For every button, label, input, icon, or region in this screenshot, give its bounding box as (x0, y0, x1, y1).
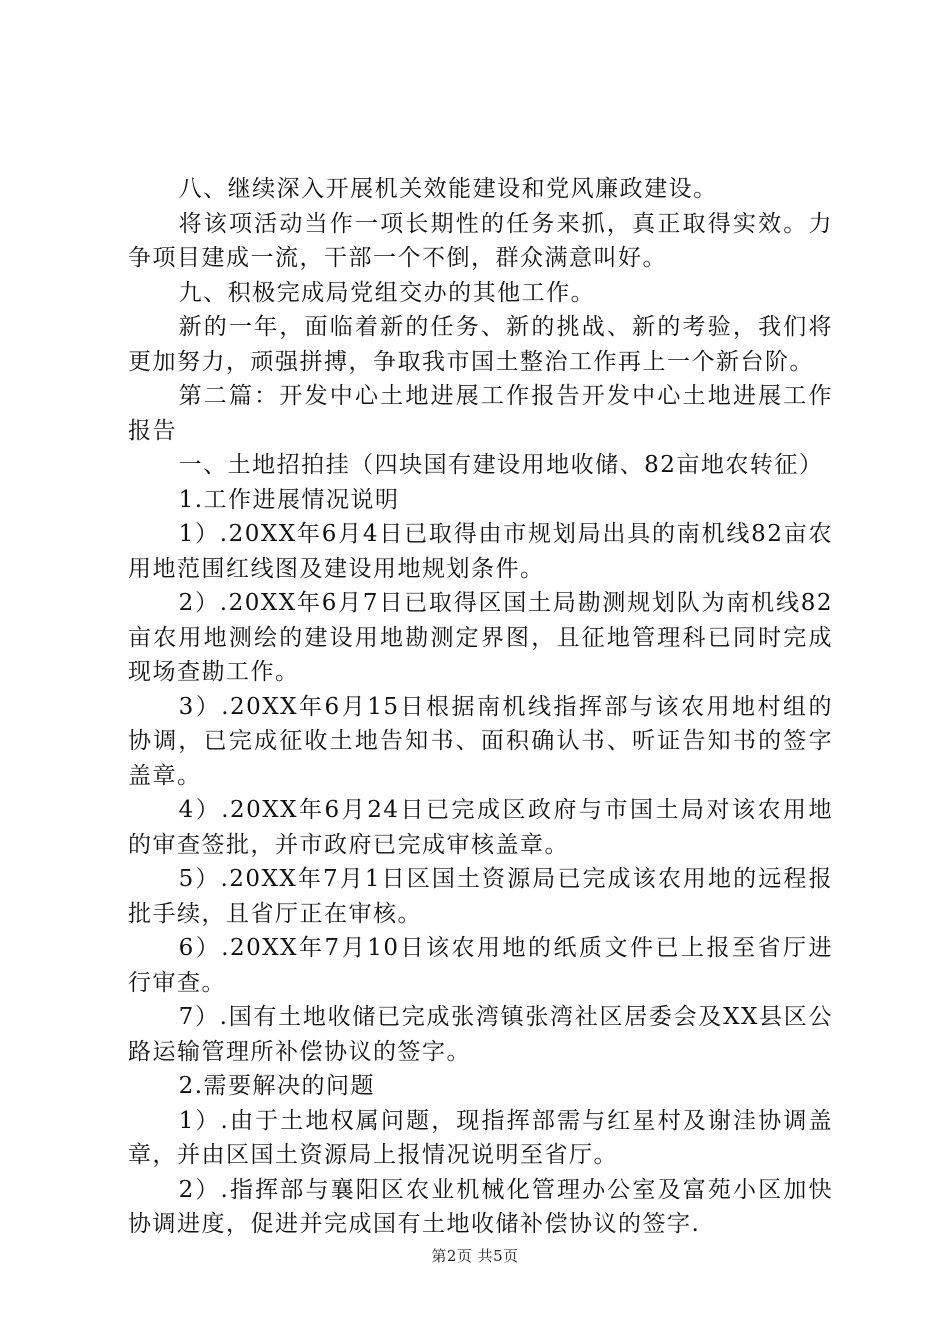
document-body (128, 172, 833, 1242)
section-heading-part-two: 第二篇：开发中心土地进展工作报告开发中心土地进展工作报告 (128, 383, 833, 444)
issue-item-2: 2）.指挥部与襄阳区农业机械化管理办公室及富苑小区加快协调进度，促进并完成国有土地收储补偿协议的签字. (128, 1176, 833, 1237)
progress-item-7: 7）.国有土地收储已完成张湾镇张湾社区居委会及XX县区公路运输管理所补偿协议的签字。 (128, 1004, 833, 1065)
progress-item-6: 6）.20XX年7月10日该农用地的纸质文件已上报至省厅进行审查。 (128, 935, 833, 996)
subheading-issues: 2.需要解决的问题 (178, 1073, 376, 1099)
paragraph-item-9: 九、积极完成局党组交办的其他工作。 (178, 279, 596, 306)
paragraph-item-8: 八、继续深入开展机关效能建设和党风廉政建设。 (178, 176, 718, 202)
subsection-heading-land-auction: 一、土地招拍挂（四块国有建设用地收储、82亩地农转征） (178, 452, 824, 478)
progress-item-5: 5）.20XX年7月1日区国土资源局已完成该农用地的远程报批手续，且省厅正在审核。 (128, 866, 833, 927)
progress-item-2: 2）.20XX年6月7日已取得区国土局勘测规划队为南机线82亩农用地测绘的建设用地勘测定界图，且征地管理科已同时完成现场查勘工作。 (128, 590, 833, 685)
page-footer (0, 1245, 950, 1266)
progress-item-1: 1）.20XX年6月4日已取得由市规划局出具的南机线82亩农用地范围红线图及建设用地规划条件。 (128, 521, 833, 582)
page-number: 第2页 共5页 (431, 1247, 519, 1265)
paragraph-item-8-detail: 将该项活动当作一项长期性的任务来抓，真正取得实效。力争项目建成一流，干部一个不倒，群众满意叫好。 (128, 210, 833, 271)
paragraph-closing: 新的一年，面临着新的任务、新的挑战、新的考验，我们将更加努力，顽强拼搏，争取我市国土整治工作再上一个新台阶。 (128, 314, 833, 375)
issue-item-1: 1）.由于土地权属问题，现指挥部需与红星村及谢洼协调盖章，并由区国土资源局上报情况说明至省厅。 (128, 1107, 833, 1168)
progress-item-3: 3）.20XX年6月15日根据南机线指挥部与该农用地村组的协调，已完成征收土地告知书、面积确认书、听证告知书的签字盖章。 (128, 693, 833, 789)
subheading-progress: 1.工作进展情况说明 (178, 486, 400, 513)
progress-item-4: 4）.20XX年6月24日已完成区政府与市国土局对该农用地的审查签批，并市政府已完成审核盖章。 (128, 797, 833, 858)
